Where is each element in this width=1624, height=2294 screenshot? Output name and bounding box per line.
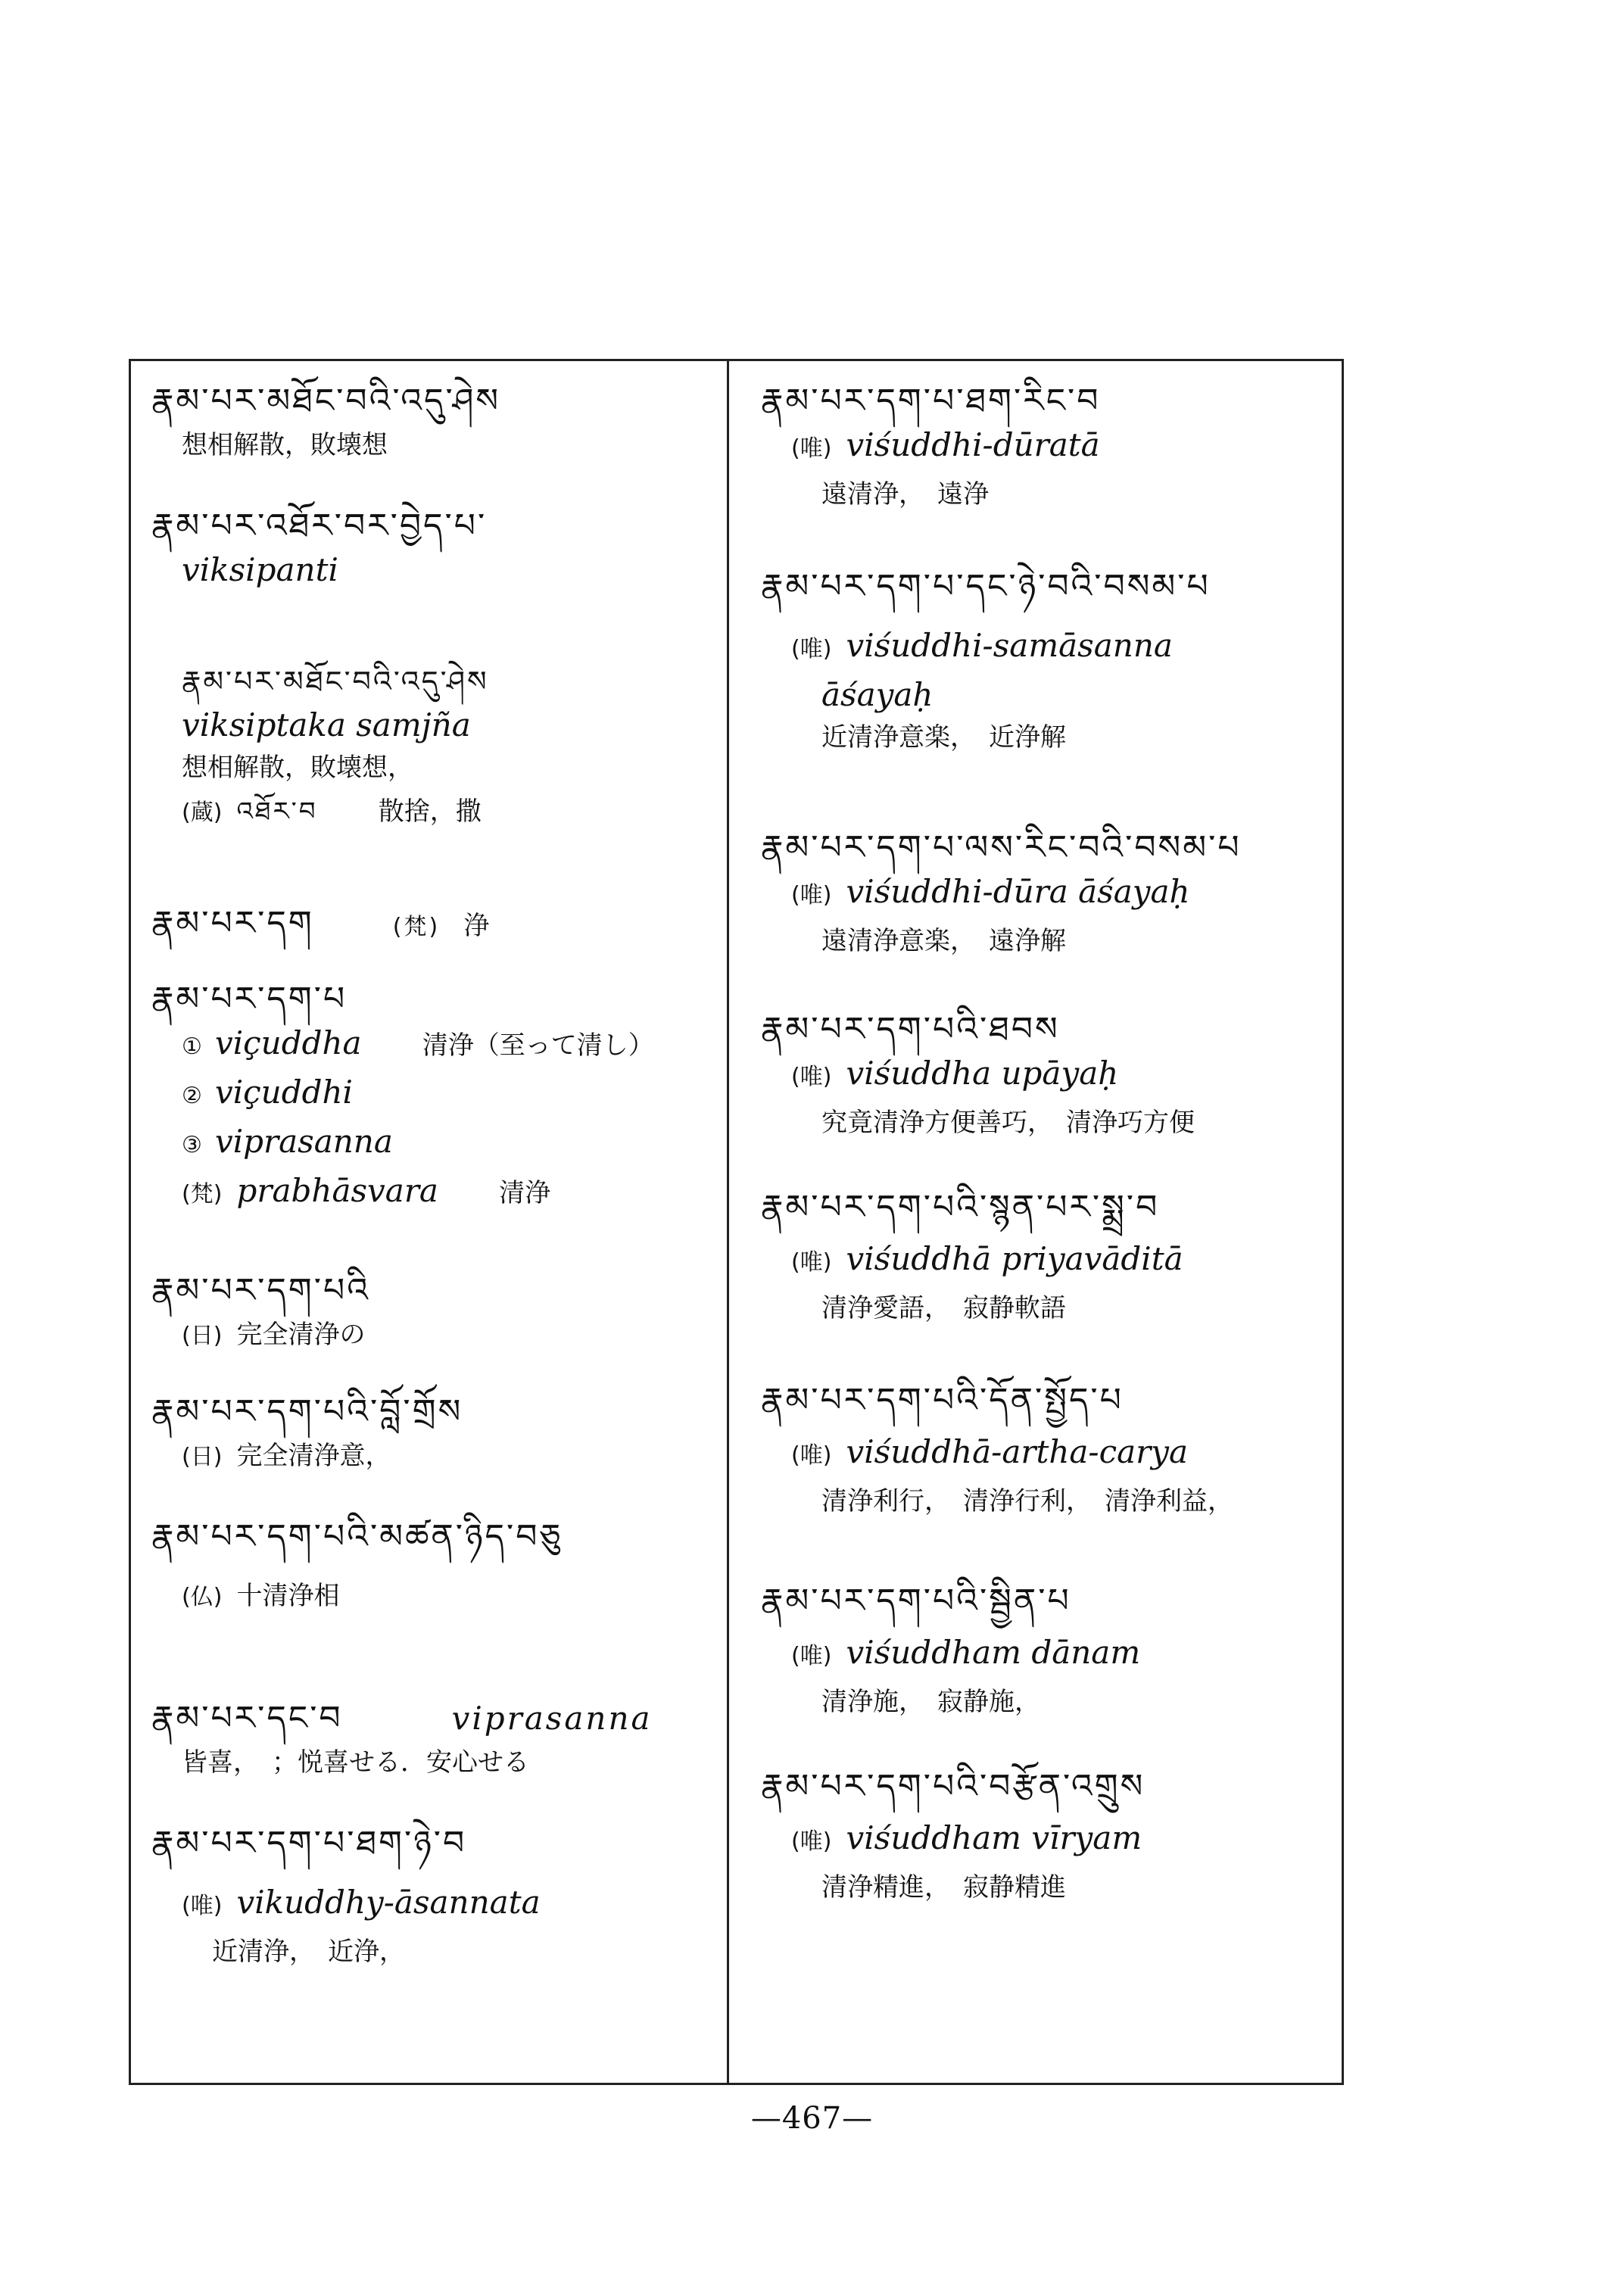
- sanskrit-equivalent: viçuddha: [215, 1024, 362, 1061]
- source-tag: (唯): [791, 636, 832, 662]
- tibetan-headword: རྣམ་པར་དག: [151, 904, 314, 943]
- dictionary-entry: [151, 977, 712, 1219]
- dictionary-entry: [761, 1185, 1336, 1329]
- source-tag: (唯): [791, 1064, 832, 1090]
- tibetan-headword: རྣམ་པར་དག་པའི་སྙན་པར་སྨྲ་བ: [761, 1188, 1160, 1226]
- sanskrit-equivalent: prabhāsvara: [236, 1172, 438, 1209]
- page-number: —467—: [750, 2101, 874, 2136]
- tibetan-headword: རྣམ་པར་དག་པ་དང་ཉེ་བའི་བསམ་པ: [761, 567, 1211, 606]
- sanskrit-equivalent: viksiptaka samjña: [182, 706, 471, 743]
- dictionary-entry: [151, 1514, 712, 1622]
- tibetan-headword: རྣམ་པར་དག་པ་ཐག་རིང་བ: [761, 382, 1101, 420]
- source-tag: (唯): [791, 1828, 832, 1855]
- dictionary-entry: [151, 1696, 712, 1784]
- dictionary-entry: [151, 1268, 712, 1361]
- japanese-gloss: 想相解散，敗壊想: [182, 430, 388, 460]
- sanskrit-equivalent: vikuddhy-āsannata: [236, 1884, 541, 1921]
- dictionary-entry: [761, 564, 1336, 759]
- tibetan-headword: རྣམ་པར་དག་པའི་དོན་སྤྱོད་པ: [761, 1381, 1124, 1420]
- sanskrit-equivalent: viśuddham dānam: [846, 1634, 1141, 1671]
- tibetan-variant: འཐོར་བ: [236, 796, 318, 827]
- tibetan-headword: རྣམ་པར་འཐོར་བར་བྱེད་པ་: [151, 506, 488, 545]
- source-tag: (日): [182, 1444, 223, 1470]
- japanese-gloss: 近清浄， 近浄，: [212, 1937, 405, 1967]
- japanese-gloss: 遠清浄， 遠浄: [821, 479, 989, 510]
- dictionary-entry: [761, 379, 1336, 516]
- japanese-gloss: 近清浄意楽， 近浄解: [821, 722, 1066, 753]
- source-tag: (唯): [791, 1643, 832, 1669]
- sanskrit-equivalent: viśuddhi-samāsanna: [846, 627, 1173, 664]
- dictionary-entry: [151, 379, 712, 466]
- tibetan-headword: རྣམ་པར་མཐོང་བའི་འདུ་ཤེས: [182, 665, 489, 698]
- japanese-gloss: 清浄精進， 寂静精進: [821, 1872, 1066, 1903]
- dictionary-entry: [151, 659, 712, 837]
- source-tag: (日): [182, 1323, 223, 1349]
- source-tag: (唯): [182, 1893, 223, 1919]
- japanese-gloss: 遠清浄意楽， 遠浄解: [821, 926, 1066, 956]
- tibetan-headword: རྣམ་པར་དག་པ་ལས་རིང་བའི་བསམ་པ: [761, 828, 1242, 867]
- source-tag: (蔵): [182, 799, 223, 826]
- dictionary-entry: [151, 503, 712, 591]
- japanese-gloss: 散捨，撒: [378, 796, 482, 827]
- sanskrit-equivalent-cont: āśayaḥ: [821, 676, 934, 713]
- tibetan-headword: རྣམ་པར་དག་པའི་མཚན་ཉིད་བཅུ: [151, 1517, 563, 1556]
- sense-number: ③: [182, 1132, 202, 1158]
- source-tag: (唯): [791, 1249, 832, 1276]
- sanskrit-equivalent: viśuddha upāyaḥ: [846, 1055, 1119, 1092]
- japanese-gloss: 清浄（至って清し）: [422, 1030, 654, 1061]
- source-tag: (唯): [791, 1442, 832, 1469]
- column-divider: [727, 359, 729, 2085]
- japanese-gloss: 完全清浄意，: [236, 1441, 391, 1471]
- tibetan-headword: རྣམ་པར་མཐོང་བའི་འདུ་ཤེས: [151, 382, 501, 420]
- japanese-gloss: 完全清浄の: [236, 1320, 366, 1350]
- japanese-gloss: 清浄利行， 清浄行利， 清浄利益，: [821, 1486, 1233, 1516]
- source-tag: (仏): [182, 1584, 223, 1610]
- japanese-gloss: 清浄: [499, 1178, 551, 1208]
- sense-number: ①: [182, 1033, 202, 1060]
- sense-number: ②: [182, 1083, 202, 1109]
- japanese-gloss: 想相解散，敗壊想，: [182, 753, 413, 783]
- source-tag: (梵): [182, 1181, 223, 1208]
- dictionary-entry: [151, 901, 712, 950]
- tibetan-headword: རྣམ་པར་དག་པའི་བརྩོན་འགྲུས: [761, 1767, 1146, 1806]
- tibetan-headword: རྣམ་པར་དག་པའི་སྦྱིན་པ: [761, 1582, 1071, 1620]
- japanese-gloss: 究竟清浄方便善巧， 清浄巧方便: [821, 1108, 1195, 1138]
- japanese-gloss: 清浄愛語， 寂静軟語: [821, 1293, 1066, 1323]
- dictionary-entry: [761, 1007, 1336, 1144]
- dictionary-entry: [761, 1764, 1336, 1909]
- japanese-gloss: 皆喜， ；悦喜せる．安心せる: [182, 1747, 529, 1778]
- dictionary-entry: [151, 1821, 712, 1973]
- source-tag: (唯): [791, 882, 832, 909]
- sanskrit-equivalent: viśuddham vīryam: [846, 1819, 1142, 1856]
- japanese-gloss: 清浄施， 寂静施，: [821, 1687, 1040, 1717]
- dictionary-entry: [761, 1378, 1336, 1523]
- dictionary-entry: [761, 825, 1336, 962]
- sanskrit-equivalent: viçuddhi: [215, 1074, 353, 1111]
- sanskrit-equivalent: viprasanna: [215, 1123, 393, 1160]
- sanskrit-equivalent: viprasanna: [451, 1700, 653, 1737]
- tibetan-headword: རྣམ་པར་དག་པ: [151, 980, 348, 1018]
- dictionary-entry: [761, 1579, 1336, 1723]
- dictionary-entry: [151, 1389, 712, 1482]
- tibetan-headword: རྣམ་པར་དག་པ་ཐག་ཉེ་བ: [151, 1824, 467, 1862]
- tibetan-headword: རྣམ་པར་དག་པའི་ཐབས: [761, 1010, 1060, 1049]
- sanskrit-equivalent: viśuddhā priyavāditā: [846, 1240, 1183, 1277]
- tibetan-headword: རྣམ་པར་དག་པའི: [151, 1271, 370, 1310]
- tibetan-headword: རྣམ་པར་དག་པའི་བློ་གྲོས: [151, 1392, 463, 1431]
- source-tag: (梵): [392, 914, 441, 940]
- japanese-gloss: 浄: [463, 911, 492, 941]
- sanskrit-equivalent: viśuddhā-artha-carya: [846, 1433, 1189, 1470]
- sanskrit-equivalent: viśuddhi-dūratā: [846, 426, 1100, 463]
- tibetan-headword: རྣམ་པར་དང་བ: [151, 1699, 343, 1738]
- sanskrit-equivalent: viksipanti: [182, 551, 338, 588]
- sanskrit-equivalent: viśuddhi-dūra āśayaḥ: [846, 873, 1190, 910]
- japanese-gloss: 十清浄相: [236, 1581, 340, 1611]
- source-tag: (唯): [791, 435, 832, 462]
